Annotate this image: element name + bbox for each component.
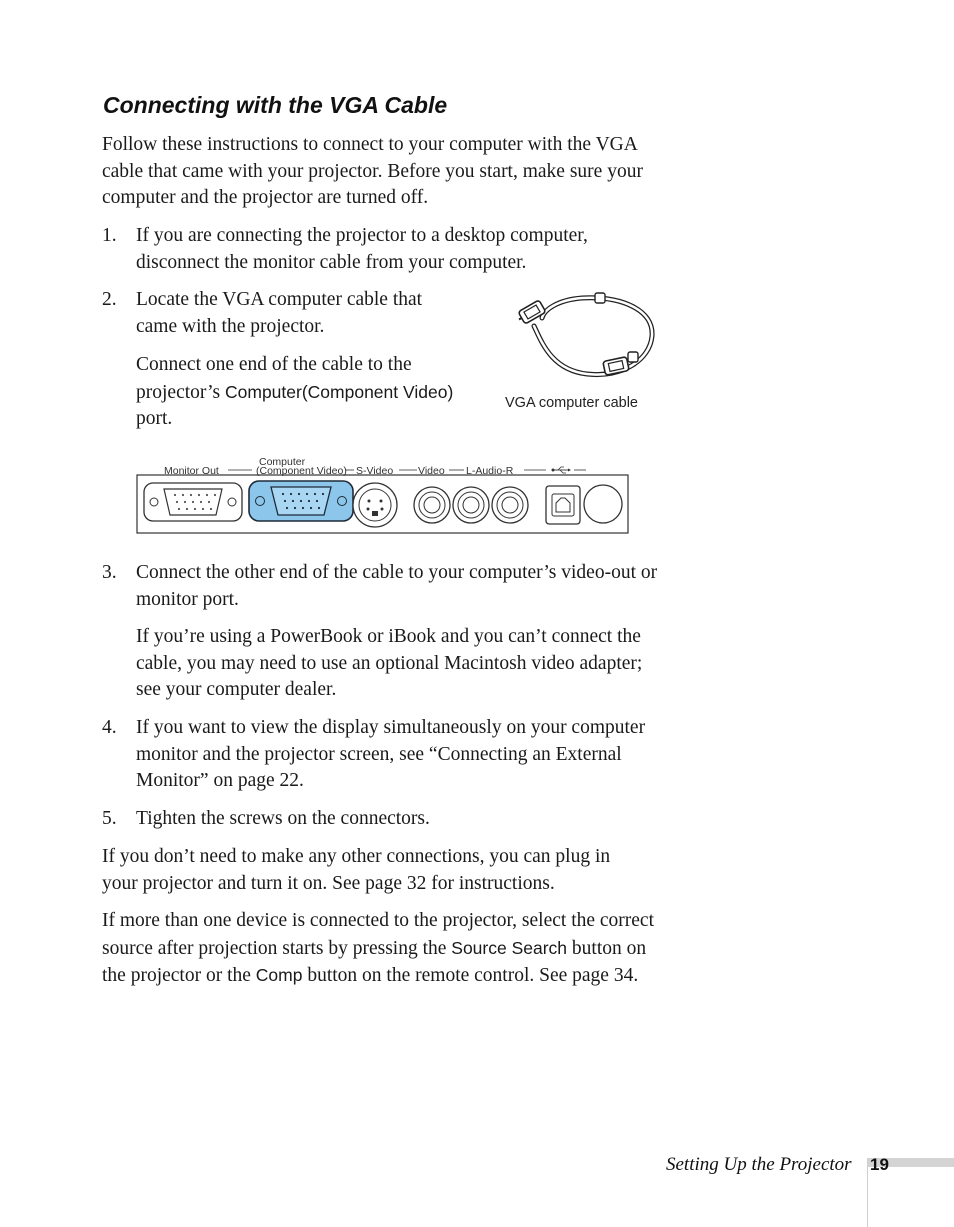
usb-port <box>546 486 580 524</box>
comp-button-name: Comp <box>255 965 303 985</box>
video-rca-port <box>414 487 450 523</box>
computer-port-sublabel: (Component Video) <box>256 465 347 477</box>
section-heading: Connecting with the VGA Cable <box>103 92 448 118</box>
computer-port-highlighted <box>249 481 353 521</box>
step-1-text: If you are connecting the projector to a desktop computer, disconnect the monitor cable from your computer. <box>136 225 588 273</box>
step-3-detail: If you’re using a PowerBook or iBook and you can’t connect the cable, you may need to use an optional Macintosh video adapter; see your computer dealer. <box>136 626 643 700</box>
step-2-text: Locate the VGA computer cable that came with the projector. <box>136 289 423 337</box>
step-2-detail: Connect one end of the cable to the projector’s Computer(Component Video) port. <box>136 354 454 429</box>
step-number: 1. <box>102 225 117 246</box>
cable-caption: VGA computer cable <box>505 395 638 411</box>
footer-chapter-title: Setting Up the Projector <box>666 1154 852 1175</box>
intro-paragraph: Follow these instructions to connect to your computer with the VGA cable that came with your projector. Before you start, make sure your computer and the projector are turned off. <box>102 134 643 208</box>
page-number: 19 <box>870 1155 889 1174</box>
monitor-out-port <box>144 483 242 521</box>
step-4-text: If you want to view the display simultaneously on your computer monitor and the projector screen, see “Connecting an External Monitor” on page 22. <box>136 717 646 791</box>
step-5-text: Tighten the screws on the connectors. <box>136 808 430 829</box>
step-number: 3. <box>102 562 117 583</box>
audio-label: L-Audio-R <box>466 465 514 477</box>
s-video-label: S-Video <box>356 465 394 477</box>
step-number: 5. <box>102 808 117 829</box>
audio-left-port <box>453 487 489 523</box>
audio-right-port <box>492 487 528 523</box>
computer-port-name: Computer(Component Video) <box>225 381 454 402</box>
usb-icon <box>552 467 572 473</box>
monitor-out-label: Monitor Out <box>164 465 219 477</box>
step-number: 4. <box>102 717 117 738</box>
outro-paragraph-2: If more than one device is connected to the projector, select the correct source after projection starts by pressing the Source Search button on the projector or the Comp button on the remote control. See page 34. <box>102 910 655 986</box>
video-label: Video <box>418 465 445 477</box>
outro-paragraph-1: If you don’t need to make any other connections, you can plug in your projector and turn it on. See page 32 for instructions. <box>102 846 611 894</box>
projector-port-panel <box>134 455 634 537</box>
computer-port-label: Computer <box>259 456 306 468</box>
step-3-text: Connect the other end of the cable to your computer’s video-out or monitor port. <box>136 562 658 610</box>
s-video-port <box>353 483 397 527</box>
vga-cable-illustration <box>512 288 662 388</box>
round-port <box>584 485 622 523</box>
footer-rule <box>867 1158 868 1227</box>
step-number: 2. <box>102 289 117 310</box>
source-search-button-name: Source Search <box>451 937 568 958</box>
